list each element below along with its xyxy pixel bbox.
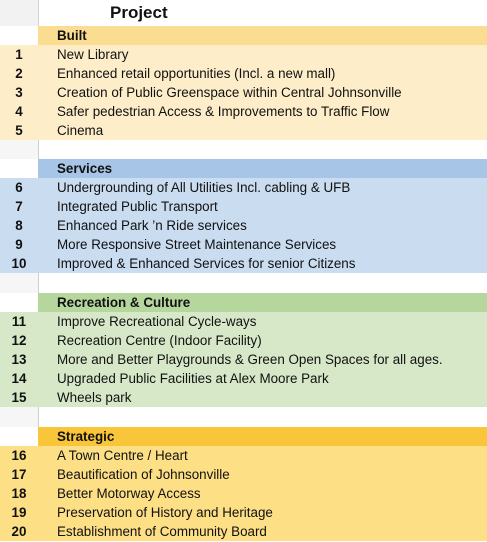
row-text: Establishment of Community Board	[57, 524, 267, 539]
row-number: 11	[11, 314, 27, 329]
row-text: New Library	[57, 47, 129, 62]
section-title: Strategic	[57, 429, 115, 444]
table-row	[0, 178, 487, 197]
row-number: 16	[11, 448, 27, 463]
row-number: 9	[15, 237, 23, 252]
row-text: Integrated Public Transport	[57, 199, 218, 214]
row-text: Undergrounding of All Utilities Incl. cabling & UFB	[57, 180, 351, 195]
table-row	[0, 484, 487, 503]
project-column-header: Project	[110, 3, 168, 22]
section-title-row	[0, 159, 487, 178]
row-text: Upgraded Public Facilities at Alex Moore Park	[57, 371, 329, 386]
table-row	[0, 350, 487, 369]
row-text: Preservation of History and Heritage	[57, 505, 273, 520]
number-column-strip	[0, 273, 39, 293]
row-number: 5	[15, 123, 23, 138]
table-row	[0, 83, 487, 102]
row-number: 14	[11, 371, 27, 386]
section-title: Built	[57, 28, 87, 43]
section-services	[0, 159, 487, 273]
row-text: More Responsive Street Maintenance Services	[57, 237, 337, 252]
row-number: 6	[15, 180, 23, 195]
row-number: 15	[11, 390, 27, 405]
row-number: 7	[15, 199, 23, 214]
row-number: 20	[11, 524, 27, 539]
table-row	[0, 522, 487, 541]
number-column-strip	[0, 407, 39, 427]
section-title: Recreation & Culture	[57, 295, 191, 310]
section-title-row	[0, 427, 487, 446]
row-text: Cinema	[57, 123, 104, 138]
row-text: Enhanced retail opportunities (Incl. a new mall)	[57, 66, 336, 81]
table-row	[0, 331, 487, 350]
row-text: More and Better Playgrounds & Green Open Spaces for all ages.	[57, 352, 443, 367]
row-number: 1	[15, 47, 23, 62]
section-recreation	[0, 293, 487, 407]
row-number: 2	[15, 66, 23, 81]
row-text: Creation of Public Greenspace within Central Johnsonville	[57, 85, 402, 100]
row-number: 18	[11, 486, 27, 501]
table-row	[0, 216, 487, 235]
section-title: Services	[57, 161, 113, 176]
section-spacer	[0, 273, 487, 293]
table-row	[0, 446, 487, 465]
table-row	[0, 503, 487, 522]
row-text: Enhanced Park ’n Ride services	[57, 218, 247, 233]
row-text: A Town Centre / Heart	[57, 448, 188, 463]
table-row	[0, 312, 487, 331]
table-row	[0, 121, 487, 140]
row-number: 10	[11, 256, 27, 271]
section-built	[0, 26, 487, 140]
row-number: 12	[11, 333, 27, 348]
table-row	[0, 45, 487, 64]
row-text: Improved & Enhanced Services for senior Citizens	[57, 256, 356, 271]
table-row	[0, 197, 487, 216]
number-column-strip	[0, 140, 39, 159]
section-spacer	[0, 140, 487, 159]
section-title-fill	[38, 26, 487, 45]
table-row	[0, 64, 487, 83]
row-number: 4	[15, 104, 23, 119]
table-row	[0, 388, 487, 407]
section-title-row	[0, 293, 487, 312]
row-text: Beautification of Johnsonville	[57, 467, 230, 482]
row-number: 17	[11, 467, 27, 482]
row-number: 13	[11, 352, 27, 367]
section-title-row	[0, 26, 487, 45]
row-text: Better Motorway Access	[57, 486, 201, 501]
row-text: Wheels park	[57, 390, 132, 405]
section-strategic	[0, 427, 487, 541]
section-spacer	[0, 407, 487, 427]
header-row	[0, 0, 487, 26]
row-text: Recreation Centre (Indoor Facility)	[57, 333, 262, 348]
table-row	[0, 254, 487, 273]
row-number: 19	[11, 505, 27, 520]
table-row	[0, 102, 487, 121]
table-row	[0, 235, 487, 254]
table-row	[0, 465, 487, 484]
row-text: Improve Recreational Cycle-ways	[57, 314, 257, 329]
row-text: Safer pedestrian Access & Improvements to Traffic Flow	[57, 104, 390, 119]
number-column-header	[0, 0, 39, 26]
row-number: 8	[15, 218, 23, 233]
table-row	[0, 369, 487, 388]
row-number: 3	[15, 85, 23, 100]
